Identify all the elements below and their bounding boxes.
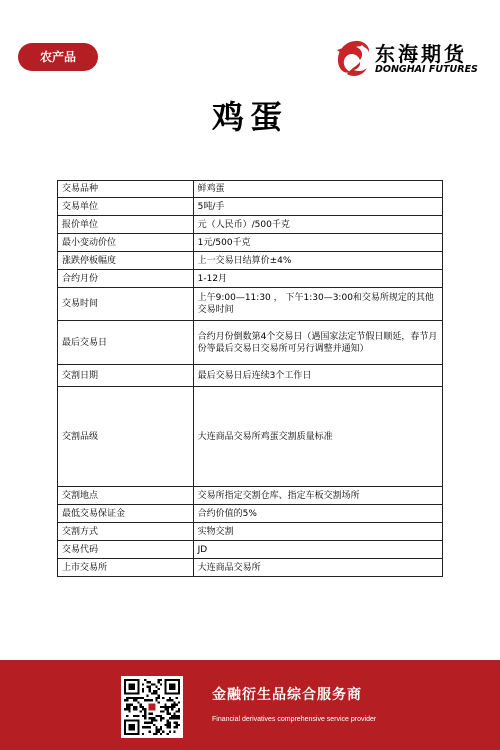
spec-value: 上一交易日结算价±4% <box>193 252 442 270</box>
spec-value: 交易所指定交割仓库、指定车板交割场所 <box>193 487 442 505</box>
contract-spec-table <box>57 180 443 577</box>
spec-value: 5吨/手 <box>193 198 442 216</box>
table-row <box>58 505 443 523</box>
logo-english-text: DONGHAI FUTURES <box>375 64 478 75</box>
footer-slogan: 金融衍生品综合服务商 <box>212 687 362 703</box>
table-row <box>58 198 443 216</box>
table-row <box>58 541 443 559</box>
table-row <box>58 252 443 270</box>
table-row <box>58 270 443 288</box>
page-title: 鸡蛋 <box>211 98 288 136</box>
footer-banner <box>0 660 500 750</box>
spec-label: 交割方式 <box>58 523 194 541</box>
table-row <box>58 288 443 321</box>
table-row <box>58 321 443 365</box>
spec-label: 交易时间 <box>58 288 194 321</box>
spec-label: 交割日期 <box>58 365 194 387</box>
table-row <box>58 523 443 541</box>
spec-label: 报价单位 <box>58 216 194 234</box>
spec-label: 交易单位 <box>58 198 194 216</box>
spec-value: 1元/500千克 <box>193 234 442 252</box>
spec-label: 上市交易所 <box>58 559 194 577</box>
footer-slogan-english: Financial derivatives comprehensive service provider <box>212 716 377 723</box>
table-row <box>58 216 443 234</box>
spec-label: 涨跌停板幅度 <box>58 252 194 270</box>
brand-logo <box>333 36 483 80</box>
spec-value: 上午9:00—11:30 ， 下午1:30—3:00和交易所规定的其他交易时间 <box>193 288 442 321</box>
spec-label: 交割地点 <box>58 487 194 505</box>
spec-value: 1-12月 <box>193 270 442 288</box>
dragon-logo-icon <box>333 36 373 80</box>
spec-value: 合约月份倒数第4个交易日（遇国家法定节假日顺延，春节月份等最后交易日交易所可另行调整并通知） <box>193 321 442 365</box>
category-badge: 农产品 <box>18 43 98 71</box>
spec-value: 元（人民币）/500千克 <box>193 216 442 234</box>
table-row <box>58 387 443 487</box>
spec-label: 最小变动价位 <box>58 234 194 252</box>
qr-code-icon[interactable] <box>121 676 183 738</box>
logo-chinese-text: 东海期货 <box>375 42 467 66</box>
table-row <box>58 234 443 252</box>
table-row <box>58 181 443 198</box>
spec-value: 最后交易日后连续3个工作日 <box>193 365 442 387</box>
spec-value: JD <box>193 541 442 559</box>
spec-label: 交易代码 <box>58 541 194 559</box>
spec-label: 最后交易日 <box>58 321 194 365</box>
table-row <box>58 559 443 577</box>
table-row <box>58 487 443 505</box>
spec-label: 最低交易保证金 <box>58 505 194 523</box>
spec-label: 合约月份 <box>58 270 194 288</box>
spec-label: 交易品种 <box>58 181 194 198</box>
spec-value: 大连商品交易所鸡蛋交割质量标准 <box>193 387 442 487</box>
spec-value: 鲜鸡蛋 <box>193 181 442 198</box>
spec-value: 大连商品交易所 <box>193 559 442 577</box>
spec-value: 合约价值的5% <box>193 505 442 523</box>
spec-value: 实物交割 <box>193 523 442 541</box>
table-row <box>58 365 443 387</box>
spec-label: 交割品级 <box>58 387 194 487</box>
